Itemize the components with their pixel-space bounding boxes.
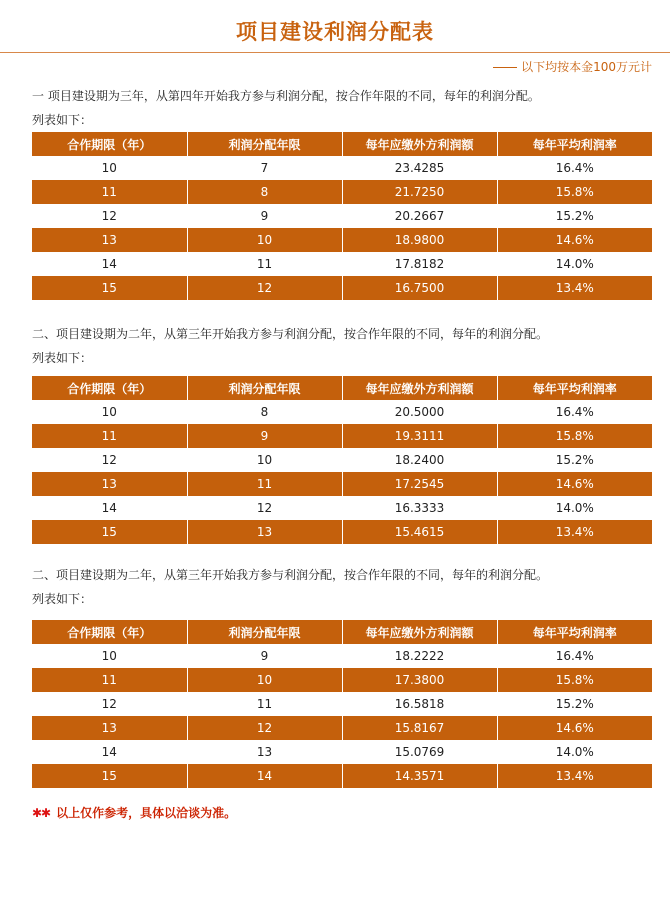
- cell: 17.8182: [342, 252, 497, 276]
- cell: 17.2545: [342, 472, 497, 496]
- cell: 14.0%: [497, 252, 652, 276]
- subtitle-text: 以下均按本金100万元计: [521, 60, 652, 74]
- cell: 14.0%: [497, 496, 652, 520]
- section-3-intro-line1: 二、项目建设期为二年，从第三年开始我方参与利润分配，按合作年限的不同，每年的利润分配。: [32, 568, 549, 582]
- page-title: 项目建设利润分配表: [236, 20, 434, 44]
- cell: 15.8%: [497, 180, 652, 204]
- cell: 8: [187, 400, 342, 424]
- cell: 16.4%: [497, 644, 652, 668]
- cell: 8: [187, 180, 342, 204]
- cell: 11: [187, 472, 342, 496]
- cell: 21.7250: [342, 180, 497, 204]
- header-distribution-years: 利润分配年限: [187, 376, 342, 400]
- table-row: [32, 644, 652, 668]
- section-1: [32, 84, 652, 300]
- table-row: [32, 204, 652, 228]
- title-divider: [0, 52, 670, 53]
- cell: 13.4%: [497, 276, 652, 300]
- cell: 16.4%: [497, 156, 652, 180]
- cell: 9: [187, 204, 342, 228]
- cell: 13: [187, 740, 342, 764]
- cell: 14: [187, 764, 342, 788]
- header-term-years: 合作期限（年）: [32, 620, 187, 644]
- header-annual-profit: 每年应缴外方利润额: [342, 376, 497, 400]
- cell: 13: [187, 520, 342, 544]
- profit-table-2: [32, 376, 652, 544]
- section-3-intro-line2: 列表如下：: [32, 592, 93, 606]
- section-1-intro-line1: 一 项目建设期为三年，从第四年开始我方参与利润分配，按合作年限的不同，每年的利润分配。: [32, 89, 540, 103]
- header-avg-rate: 每年平均利润率: [497, 132, 652, 156]
- table-row: [32, 400, 652, 424]
- profit-table-1: [32, 132, 652, 300]
- table-row: [32, 228, 652, 252]
- table-row: [32, 520, 652, 544]
- cell: 12: [187, 496, 342, 520]
- table-row: [32, 276, 652, 300]
- header-annual-profit: 每年应缴外方利润额: [342, 132, 497, 156]
- cell: 13: [32, 716, 187, 740]
- cell: 9: [187, 424, 342, 448]
- footnote-text: 以上仅作参考，具体以洽谈为准。: [56, 806, 237, 820]
- table-header-row: [32, 376, 652, 400]
- cell: 11: [32, 668, 187, 692]
- header-annual-profit: 每年应缴外方利润额: [342, 620, 497, 644]
- cell: 12: [32, 692, 187, 716]
- cell: 18.2400: [342, 448, 497, 472]
- cell: 14.6%: [497, 228, 652, 252]
- section-1-intro-line2: 列表如下：: [32, 113, 93, 127]
- table-row: [32, 716, 652, 740]
- cell: 15: [32, 520, 187, 544]
- cell: 15.0769: [342, 740, 497, 764]
- cell: 15: [32, 276, 187, 300]
- table-row: [32, 424, 652, 448]
- section-2-intro-line2: 列表如下：: [32, 351, 93, 365]
- cell: 10: [32, 156, 187, 180]
- cell: 17.3800: [342, 668, 497, 692]
- cell: 14.0%: [497, 740, 652, 764]
- cell: 12: [187, 716, 342, 740]
- cell: 11: [187, 692, 342, 716]
- section-2-intro-line1: 二、项目建设期为二年，从第三年开始我方参与利润分配，按合作年限的不同，每年的利润分配。: [32, 327, 549, 341]
- cell: 14: [32, 252, 187, 276]
- header-distribution-years: 利润分配年限: [187, 132, 342, 156]
- cell: 15: [32, 764, 187, 788]
- cell: 13: [32, 472, 187, 496]
- cell: 12: [32, 204, 187, 228]
- cell: 14.6%: [497, 472, 652, 496]
- cell: 15.8167: [342, 716, 497, 740]
- table-header-row: [32, 620, 652, 644]
- table-row: [32, 252, 652, 276]
- cell: 15.2%: [497, 204, 652, 228]
- header-avg-rate: 每年平均利润率: [497, 620, 652, 644]
- cell: 20.2667: [342, 204, 497, 228]
- table-row: [32, 496, 652, 520]
- cell: 20.5000: [342, 400, 497, 424]
- table-row: [32, 764, 652, 788]
- cell: 9: [187, 644, 342, 668]
- cell: 15.8%: [497, 424, 652, 448]
- subtitle-dash: [493, 67, 517, 68]
- cell: 14: [32, 740, 187, 764]
- header-avg-rate: 每年平均利润率: [497, 376, 652, 400]
- cell: 23.4285: [342, 156, 497, 180]
- cell: 10: [187, 668, 342, 692]
- profit-table-3: [32, 620, 652, 788]
- cell: 15.4615: [342, 520, 497, 544]
- cell: 15.2%: [497, 448, 652, 472]
- table-row: [32, 668, 652, 692]
- cell: 19.3111: [342, 424, 497, 448]
- cell: 11: [32, 424, 187, 448]
- asterisk-icon: ✱✱: [32, 806, 51, 820]
- header-term-years: 合作期限（年）: [32, 132, 187, 156]
- section-3: [32, 563, 652, 788]
- cell: 7: [187, 156, 342, 180]
- cell: 13.4%: [497, 520, 652, 544]
- cell: 10: [32, 400, 187, 424]
- cell: 14.3571: [342, 764, 497, 788]
- subtitle: [493, 58, 652, 75]
- cell: 16.7500: [342, 276, 497, 300]
- section-2: [32, 322, 652, 544]
- cell: 16.5818: [342, 692, 497, 716]
- cell: 12: [32, 448, 187, 472]
- footnote: [32, 804, 236, 821]
- cell: 13: [32, 228, 187, 252]
- cell: 16.4%: [497, 400, 652, 424]
- table-header-row: [32, 132, 652, 156]
- cell: 10: [187, 228, 342, 252]
- cell: 11: [32, 180, 187, 204]
- cell: 11: [187, 252, 342, 276]
- cell: 12: [187, 276, 342, 300]
- table-row: [32, 740, 652, 764]
- cell: 10: [32, 644, 187, 668]
- cell: 14.6%: [497, 716, 652, 740]
- cell: 15.8%: [497, 668, 652, 692]
- header-term-years: 合作期限（年）: [32, 376, 187, 400]
- cell: 18.9800: [342, 228, 497, 252]
- cell: 14: [32, 496, 187, 520]
- cell: 18.2222: [342, 644, 497, 668]
- table-row: [32, 448, 652, 472]
- cell: 16.3333: [342, 496, 497, 520]
- cell: 15.2%: [497, 692, 652, 716]
- table-row: [32, 472, 652, 496]
- table-row: [32, 180, 652, 204]
- cell: 13.4%: [497, 764, 652, 788]
- header-distribution-years: 利润分配年限: [187, 620, 342, 644]
- table-row: [32, 692, 652, 716]
- cell: 10: [187, 448, 342, 472]
- table-row: [32, 156, 652, 180]
